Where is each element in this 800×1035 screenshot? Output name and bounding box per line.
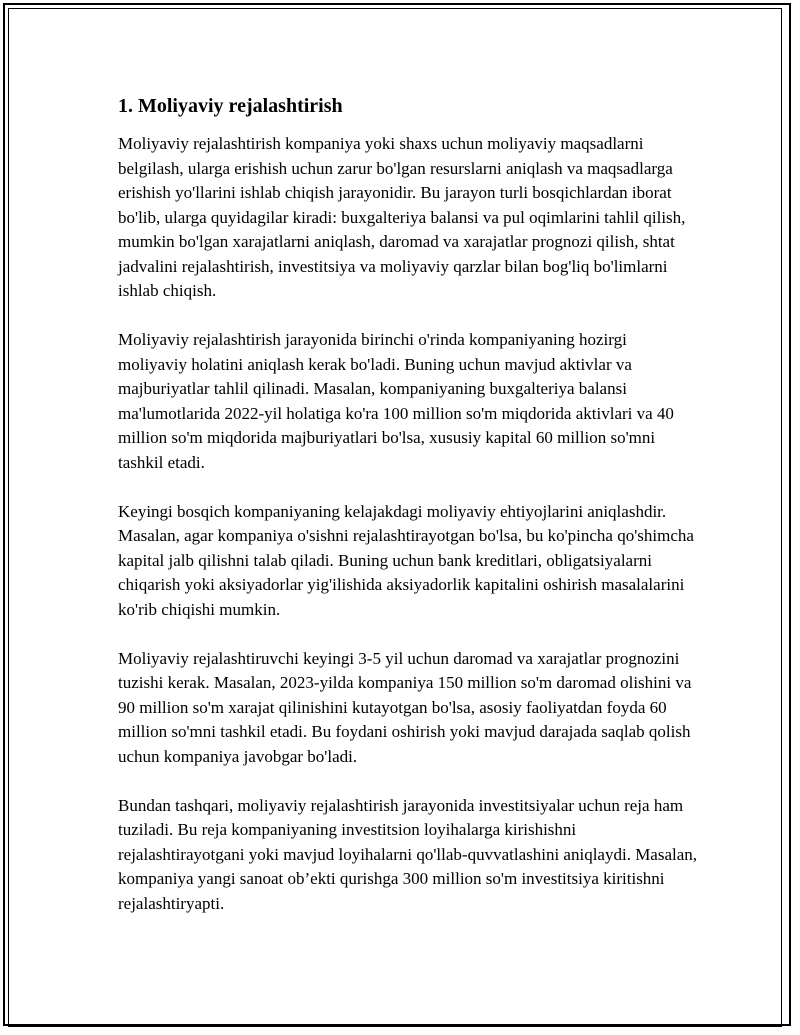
paragraph-intro: Moliyaviy rejalashtirish kompaniya yoki shaxs uchun moliyaviy maqsadlarni belgilash, ularga erishish uchun zarur bo'lgan resurslarni aniqlash va maqsadlarga erishish yo'llarini ishlab chiqish jarayonidir. Bu jarayon turli bosqichlardan iborat bo'lib, ularga quyidagilar kiradi: buxgalteriya balansi va pul oqimlarini tahlil qilish, mumkin bo'lgan xarajatlarni aniqlash, daromad va xarajatlar prognozi qilish, shtat jadvalini rejalashtirish, investitsiya va moliyaviy qarzlar bilan bog'liq bo'limlarni ishlab chiqish. bbox=[118, 134, 686, 300]
section-heading: 1. Moliyaviy rejalashtirish bbox=[118, 95, 343, 117]
document-body bbox=[118, 92, 698, 941]
paragraph-investment-plan: Bundan tashqari, moliyaviy rejalashtirish jarayonida investitsiyalar uchun reja ham tuziladi. Bu reja kompaniyaning investitsion loyihalarga kirishishni rejalashtirayotgani yoki mavjud loyihalarni qo'llab-quvvatlashini aniqlaydi. Masalan, kompaniya yangi sanoat ob’ekti qurishga 300 million so'm investitsiya kiritishni rejalashtiryapti. bbox=[118, 795, 698, 913]
paragraph-forecast: Moliyaviy rejalashtiruvchi keyingi 3-5 yil uchun daromad va xarajatlar prognozini tuzishi kerak. Masalan, 2023-yilda kompaniya 150 million so'm daromad olishini va 90 million so'm xarajat qilinishini kutayotgan bo'lsa, asosiy faoliyatdan foyda 60 million so'mni tashkil etadi. Bu foydani oshirish yoki mavjud darajada saqlab qolish uchun kompaniya javobgar bo'ladi. bbox=[118, 648, 692, 766]
paragraph-current-position: Moliyaviy rejalashtirish jarayonida birinchi o'rinda kompaniyaning hozirgi moliyaviy holatini aniqlash kerak bo'ladi. Buning uchun mavjud aktivlar va majburiyatlar tahlil qilinadi. Masalan, kompaniyaning buxgalteriya balansi ma'lumotlarida 2022-yil holatiga ko'ra 100 million so'm miqdorida aktivlari va 40 million so'm miqdorida majburiyatlari bo'lsa, xususiy kapital 60 million so'mni tashkil etadi. bbox=[118, 330, 674, 472]
paragraph-future-needs: Keyingi bosqich kompaniyaning kelajakdagi moliyaviy ehtiyojlarini aniqlashdir. Masalan, agar kompaniya o'sishni rejalashtirayotgan bo'lsa, bu ko'pincha qo'shimcha kapital jalb qilishni talab qiladi. Buning uchun bank kreditlari, obligatsiyalarni chiqarish yoki aksiyadorlar yig'ilishida aksiyadorlik kapitalini oshirish masalalarini ko'rib chiqishi mumkin. bbox=[118, 501, 694, 619]
